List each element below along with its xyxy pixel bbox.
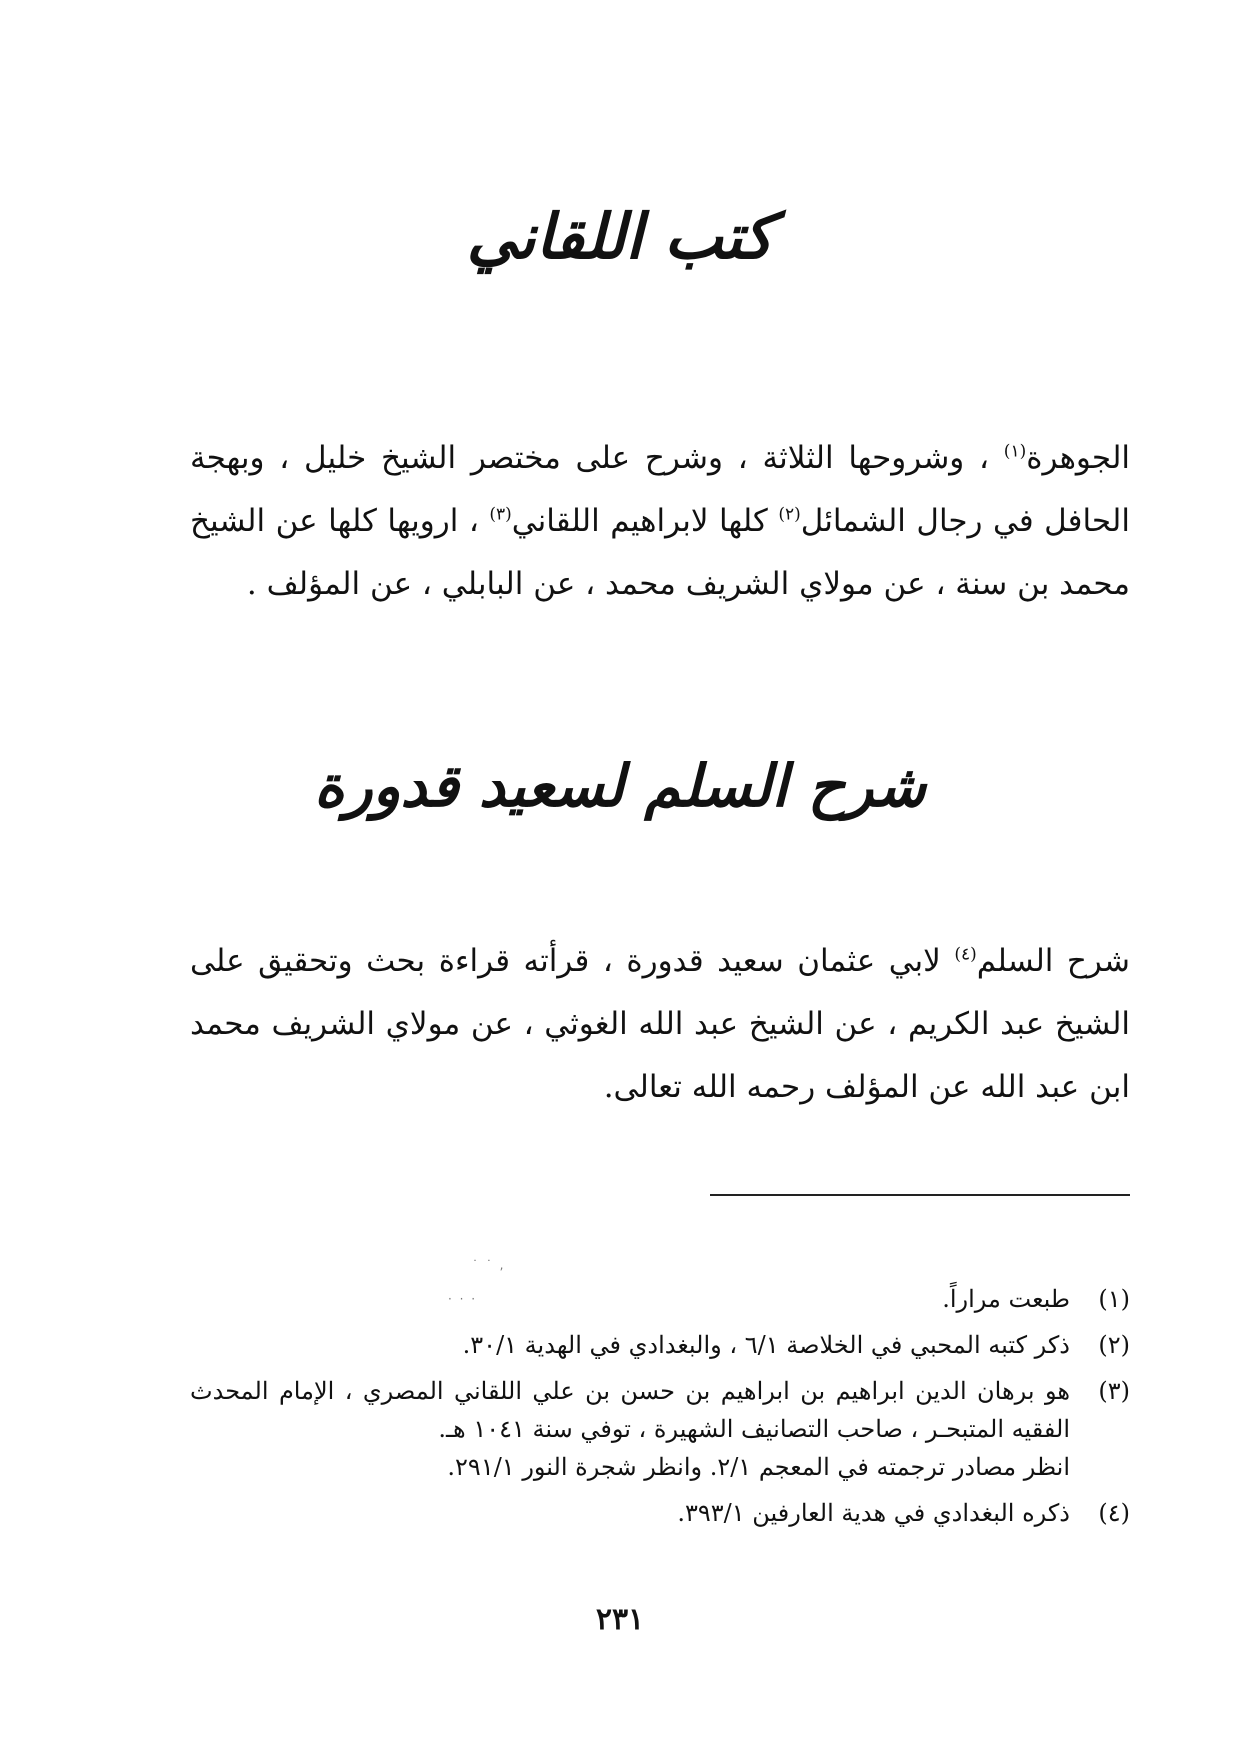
footnote-number: (١) [1098,1285,1130,1313]
scan-speck: ˙ ˙ , [472,1258,506,1272]
footnote-line: هو برهان الدين ابراهيم بن ابراهيم بن حسن بن علي اللقاني المصري ، الإمام المحدث الفقيه المتبحـر ، صاحب التصانيف الشهيرة ، توفي سنة ١٠٤١ هـ. [190,1377,1070,1443]
footnote-text [190,1280,1070,1318]
paragraph-sullam-commentary [190,930,1130,1119]
footnote-number: (٤) [1098,1499,1130,1527]
footnote-ref-2: (٢) [778,504,801,525]
footnote-number: (٣) [1098,1377,1130,1405]
footnote-3 [190,1372,1130,1486]
para-2-text-2: لابي عثمان سعيد قدورة ، قرأته قراءة بحث وتحقيق على الشيخ عبد الكريم ، عن الشيخ عبد الله الغوثي ، عن مولاي الشريف محمد ابن عبد الله عن المؤلف رحمه الله تعالى. [190,943,1130,1105]
footnote-text [190,1326,1070,1364]
footnote-text [190,1372,1070,1486]
section-heading-laqani-books: كتب اللقاني [466,200,774,273]
footnote-separator [710,1194,1130,1196]
footnote-line: ذكره البغدادي في هدية العارفين ٣٩٣/١. [677,1499,1070,1527]
footnote-line: ذكر كتبه المحبي في الخلاصة ٦/١ ، والبغدادي في الهدية ٣٠/١. [462,1331,1070,1359]
para-2-text-1: شرح السلم [976,943,1130,979]
footnote-4 [190,1494,1130,1532]
footnote-line: طبعت مراراً. [942,1285,1070,1313]
scan-speck: · · · [448,1292,478,1306]
para-1-text-4: ، ارويها كلها عن الشيخ محمد بن سنة ، عن مولاي الشريف محمد ، عن البابلي ، عن المؤلف . [190,503,1130,602]
paragraph-laqani-books [190,427,1130,616]
footnote-text [190,1494,1070,1532]
section-heading-sullam-commentary: شرح السلم لسعيد قدورة [314,752,926,820]
footnote-ref-1: (١) [1003,441,1027,462]
footnote-number: (٢) [1098,1331,1130,1359]
page-number: ٢٣١ [595,1602,645,1637]
footnote-line: انظر مصادر ترجمته في المعجم ٢/١. وانظر شجرة النور ٢٩١/١. [447,1453,1070,1481]
footnote-1 [190,1280,1130,1318]
footnote-2 [190,1326,1130,1364]
para-1-text-2: ، وشروحها الثلاثة ، وشرح على مختصر الشيخ خليل ، وبهجة الحافل في رجال الشمائل [190,440,1130,539]
para-1-text-3: كلها لابراهيم اللقاني [511,503,779,539]
footnotes [190,1280,1130,1540]
footnote-ref-3: (٣) [489,504,512,525]
footnote-ref-4: (٤) [954,944,977,965]
para-1-text-1: الجوهرة [1026,440,1130,476]
